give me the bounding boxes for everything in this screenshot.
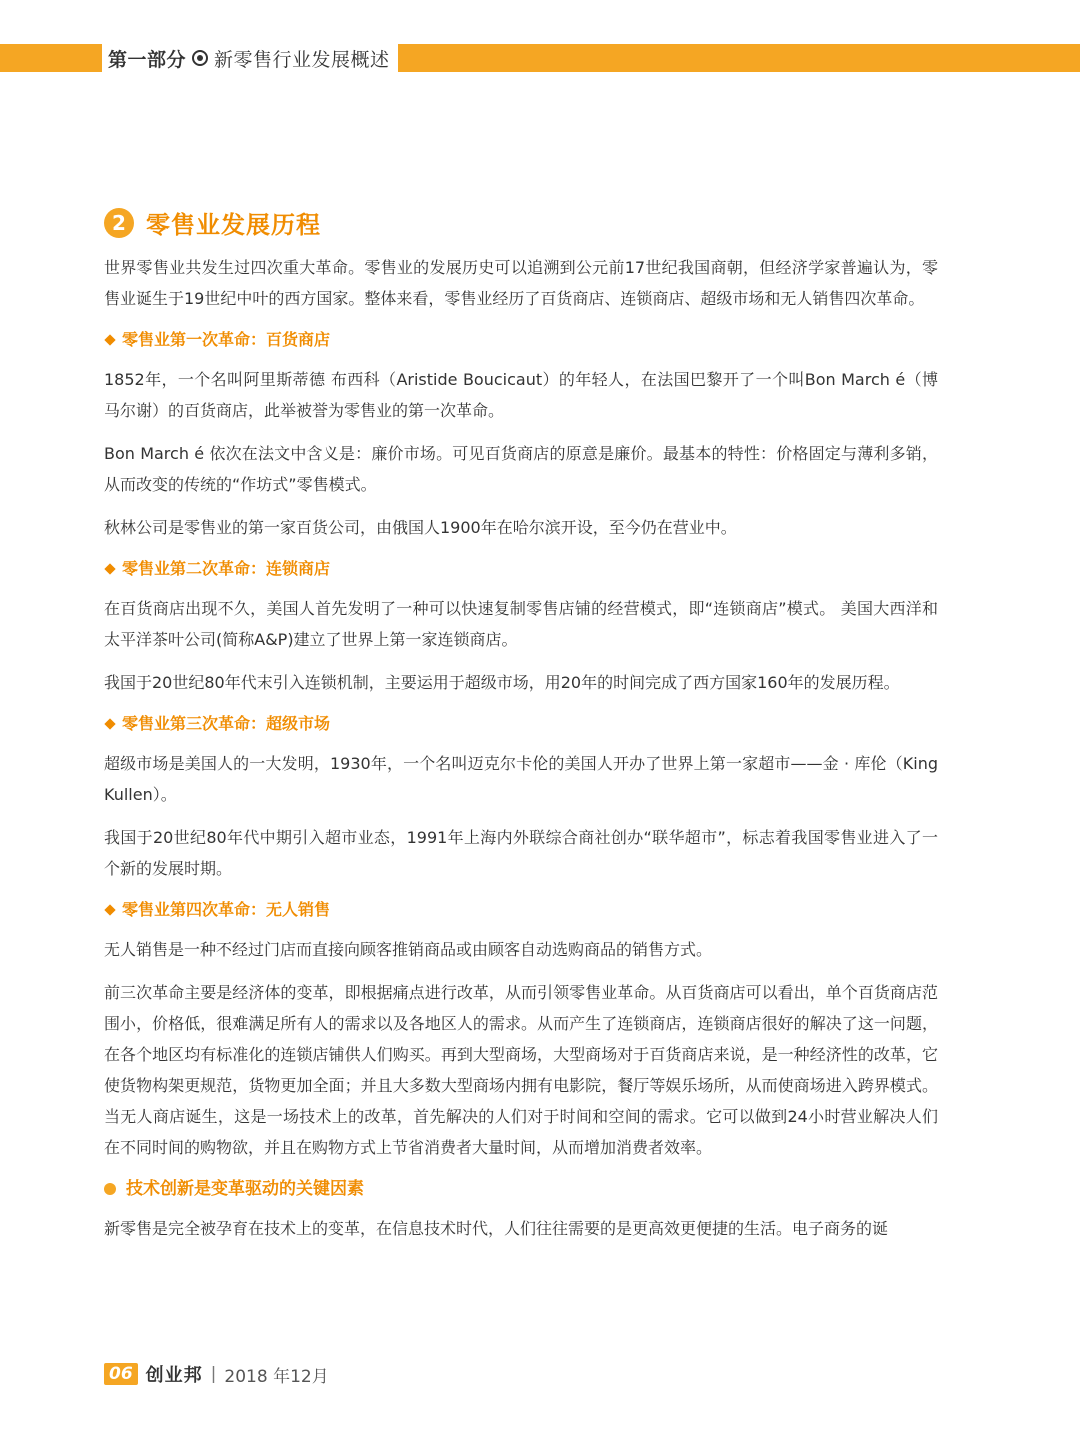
subheading-rev3 [104,710,938,738]
target-dot-icon [192,50,208,66]
diamond-bullet-icon [104,334,115,345]
header-title: 新零售行业发展概述 [214,48,390,71]
subheading-text: 技术创新是变革驱动的关键因素 [126,1179,364,1199]
paragraph: Bon March é 依次在法文中含义是：廉价市场。可见百货商店的原意是廉价。最基本的特性：价格固定与薄利多销，从而改变的传统的“作坊式”零售模式。 [104,444,938,494]
subheading-text: 零售业第四次革命：无人销售 [122,900,331,919]
brand-logo: 创业邦 [145,1365,203,1386]
paragraph: 1852年，一个名叫阿里斯蒂德 布西科（Aristide Boucicaut）的年轻人，在法国巴黎开了一个叫Bon March é（博马尔谢）的百货商店，此举被誉为零售业的第一次革命。 [104,370,938,420]
section-number-badge: 2 [104,208,134,238]
page-footer [104,1361,329,1387]
paragraph: 我国于20世纪80年代末引入连锁机制，主要运用于超级市场，用20年的时间完成了西方国家160年的发展历程。 [104,673,900,692]
paragraph: 秋林公司是零售业的第一家百货公司，由俄国人1900年在哈尔滨开设，至今仍在营业中。 [104,518,737,537]
issue-date: 2018 年12月 [224,1366,329,1387]
page-number: 06 [104,1363,138,1385]
section-heading [104,205,321,240]
diamond-bullet-icon [104,718,115,729]
diamond-bullet-icon [104,904,115,915]
paragraph: 新零售是完全被孕育在技术上的变革，在信息技术时代，人们往往需要的是更高效更便捷的生活。电子商务的诞 [104,1219,889,1238]
subheading-rev2 [104,555,938,583]
paragraph: 前三次革命主要是经济体的变革，即根据痛点进行改革，从而引领零售业革命。从百货商店可以看出，单个百货商店范围小，价格低，很难满足所有人的需求以及各地区人的需求。从而产生了连锁商店，连锁商店很好的解决了这一问题，在各个地区均有标准化的连锁店铺供人们购买。再到大型商场，大型商场对于百货商店来说，是一种经济性的改革，它使货物构架更规范，货物更加全面；并且大多数大型商场内拥有电影院，餐厅等娱乐场所，从而使商场进入跨界模式。当无人商店诞生，这是一场技术上的改革，首先解决的人们对于时间和空间的需求。它可以做到24小时营业解决人们在不同时间的购物欲，并且在购物方式上节省消费者大量时间，从而增加消费者效率。 [104,983,938,1157]
subheading-rev1 [104,326,938,354]
subheading-rev4 [104,896,938,924]
subheading-text: 零售业第一次革命：百货商店 [122,330,331,349]
article-body [104,252,938,1256]
running-header [102,38,398,78]
subheading-text: 零售业第二次革命：连锁商店 [122,559,331,578]
paragraph: 在百货商店出现不久，美国人首先发明了一种可以快速复制零售店铺的经营模式，即“连锁商店”模式。 美国大西洋和太平洋茶叶公司(简称A&P)建立了世界上第一家连锁商店。 [104,599,938,649]
section-title: 零售业发展历程 [146,211,321,239]
header-part: 第一部分 [108,48,187,71]
footer-separator: | [210,1364,217,1384]
subheading-tech [104,1175,938,1203]
circle-bullet-icon [104,1183,116,1195]
paragraph: 超级市场是美国人的一大发明，1930年，一个名叫迈克尔卡伦的美国人开办了世界上第一家超市——金 · 库伦（King Kullen）。 [104,754,938,804]
subheading-text: 零售业第三次革命：超级市场 [122,714,331,733]
diamond-bullet-icon [104,563,115,574]
paragraph: 我国于20世纪80年代中期引入超市业态，1991年上海内外联综合商社创办“联华超市”，标志着我国零售业进入了一个新的发展时期。 [104,828,938,878]
paragraph: 无人销售是一种不经过门店而直接向顾客推销商品或由顾客自动选购商品的销售方式。 [104,940,713,959]
intro-paragraph: 世界零售业共发生过四次重大革命。零售业的发展历史可以追溯到公元前17世纪我国商朝，但经济学家普遍认为，零售业诞生于19世纪中叶的西方国家。整体来看，零售业经历了百货商店、连锁商店、超级市场和无人销售四次革命。 [104,258,938,308]
